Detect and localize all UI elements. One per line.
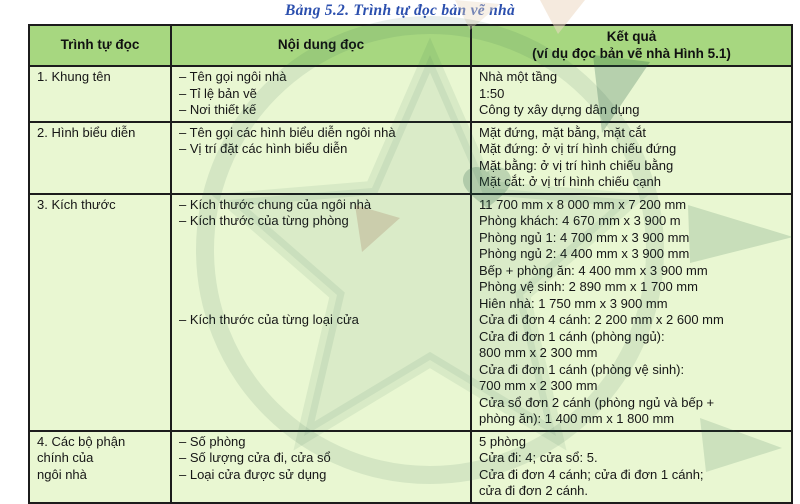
content-cell bbox=[171, 431, 471, 503]
result-cell bbox=[471, 431, 792, 503]
result-cell-line: Cửa đi đơn 4 cánh: 2 200 mm x 2 600 mm bbox=[479, 312, 724, 327]
result-cell bbox=[471, 122, 792, 194]
step-cell bbox=[29, 122, 171, 194]
content-cell-line: – Loại cửa được sử dụng bbox=[179, 466, 327, 482]
result-cell-line: Phòng ngủ 2: 4 400 mm x 3 900 mm bbox=[479, 246, 690, 261]
content-cell-line: – Số lượng cửa đi, cửa sổ bbox=[179, 450, 331, 465]
table-body bbox=[29, 66, 792, 503]
result-cell-line: cửa đi đơn 2 cánh. bbox=[479, 483, 589, 498]
content-cell-line bbox=[179, 296, 465, 313]
result-cell-line: Cửa đi: 4; cửa sổ: 5. bbox=[479, 450, 598, 465]
header-label: Kết quả bbox=[606, 29, 657, 44]
col-header-step bbox=[29, 25, 171, 66]
result-cell-line: 11 700 mm x 8 000 mm x 7 200 mm bbox=[479, 196, 687, 212]
result-cell-line: Mặt đứng: ở vị trí hình chiếu đứng bbox=[479, 141, 677, 156]
result-cell-line: Nhà một tầng bbox=[479, 69, 558, 84]
result-cell-line: Cửa sổ đơn 2 cánh (phòng ngủ và bếp + bbox=[479, 394, 715, 410]
content-cell-line: – Vị trí đặt các hình biểu diễn bbox=[179, 141, 348, 156]
step-cell-line: 2. Hình biểu diễn bbox=[37, 124, 136, 140]
content-cell-line: – Kích thước chung của ngôi nhà bbox=[179, 196, 372, 212]
result-cell-line: Công ty xây dựng dân dụng bbox=[479, 102, 640, 117]
content-cell-line: – Kích thước của từng loại cửa bbox=[179, 312, 359, 327]
result-cell-line: 700 mm x 2 300 mm bbox=[479, 378, 598, 393]
step-cell-line: ngôi nhà bbox=[37, 466, 87, 482]
content-cell-line: – Tên gọi các hình biểu diễn ngôi nhà bbox=[179, 124, 396, 140]
content-cell-line: – Tỉ lệ bản vẽ bbox=[179, 85, 257, 101]
result-cell-line: Phòng ngủ 1: 4 700 mm x 3 900 mm bbox=[479, 229, 690, 245]
result-cell-line: Mặt cắt: ở vị trí hình chiếu cạnh bbox=[479, 174, 661, 189]
header-label: (ví dụ đọc bản vẽ nhà Hình 5.1) bbox=[532, 45, 731, 61]
result-cell-line: Cửa đi đơn 4 cánh; cửa đi đơn 1 cánh; bbox=[479, 466, 704, 482]
result-cell-line: 800 mm x 2 300 mm bbox=[479, 345, 598, 360]
content-cell-line: – Số phòng bbox=[179, 433, 246, 449]
content-cell-line bbox=[179, 230, 465, 247]
content-cell bbox=[171, 194, 471, 431]
step-cell-line: 3. Kích thước bbox=[37, 196, 116, 212]
content-cell-line bbox=[179, 246, 465, 263]
step-cell-line: chính của bbox=[37, 450, 94, 465]
content-cell bbox=[171, 66, 471, 122]
col-header-content bbox=[171, 25, 471, 66]
result-cell-line: Bếp + phòng ăn: 4 400 mm x 3 900 mm bbox=[479, 262, 708, 278]
result-cell bbox=[471, 194, 792, 431]
result-cell bbox=[471, 66, 792, 122]
header-label: Nội dung đọc bbox=[277, 37, 365, 53]
step-cell-line: 4. Các bộ phận bbox=[37, 433, 126, 449]
reading-order-table bbox=[28, 24, 793, 504]
header-label: Trình tự đọc bbox=[60, 37, 140, 53]
step-cell-line: 1. Khung tên bbox=[37, 69, 111, 84]
step-cell bbox=[29, 431, 171, 503]
result-cell-line: 5 phòng bbox=[479, 433, 526, 449]
table-row bbox=[29, 122, 792, 194]
result-cell-line: Phòng khách: 4 670 mm x 3 900 m bbox=[479, 213, 681, 228]
content-cell-line: – Nơi thiết kế bbox=[179, 102, 257, 117]
content-cell-line bbox=[179, 263, 465, 280]
result-cell-line: Hiên nhà: 1 750 mm x 3 900 mm bbox=[479, 295, 668, 311]
content-cell-line: – Kích thước của từng phòng bbox=[179, 213, 349, 228]
col-header-result bbox=[471, 25, 792, 66]
header-row bbox=[29, 25, 792, 66]
content-cell-line: – Tên gọi ngôi nhà bbox=[179, 69, 287, 84]
table-row bbox=[29, 66, 792, 122]
table-row bbox=[29, 431, 792, 503]
result-cell-line: Cửa đi đơn 1 cánh (phòng ngủ): bbox=[479, 328, 665, 344]
result-cell-line: 1:50 bbox=[479, 85, 505, 101]
result-cell-line: phòng ăn): 1 400 mm x 1 800 mm bbox=[479, 411, 675, 426]
result-cell-line: Mặt đứng, mặt bằng, mặt cắt bbox=[479, 124, 646, 140]
result-cell-line: Cửa đi đơn 1 cánh (phòng vệ sinh): bbox=[479, 361, 685, 377]
result-cell-line: Phòng vệ sinh: 2 890 mm x 1 700 mm bbox=[479, 279, 698, 294]
content-cell-line bbox=[179, 279, 465, 296]
table-caption: Bảng 5.2. Trình tự đọc bản vẽ nhà bbox=[284, 2, 516, 19]
step-cell bbox=[29, 194, 171, 431]
content-cell bbox=[171, 122, 471, 194]
step-cell bbox=[29, 66, 171, 122]
table-row bbox=[29, 194, 792, 431]
result-cell-line: Mặt bằng: ở vị trí hình chiếu bằng bbox=[479, 157, 674, 173]
